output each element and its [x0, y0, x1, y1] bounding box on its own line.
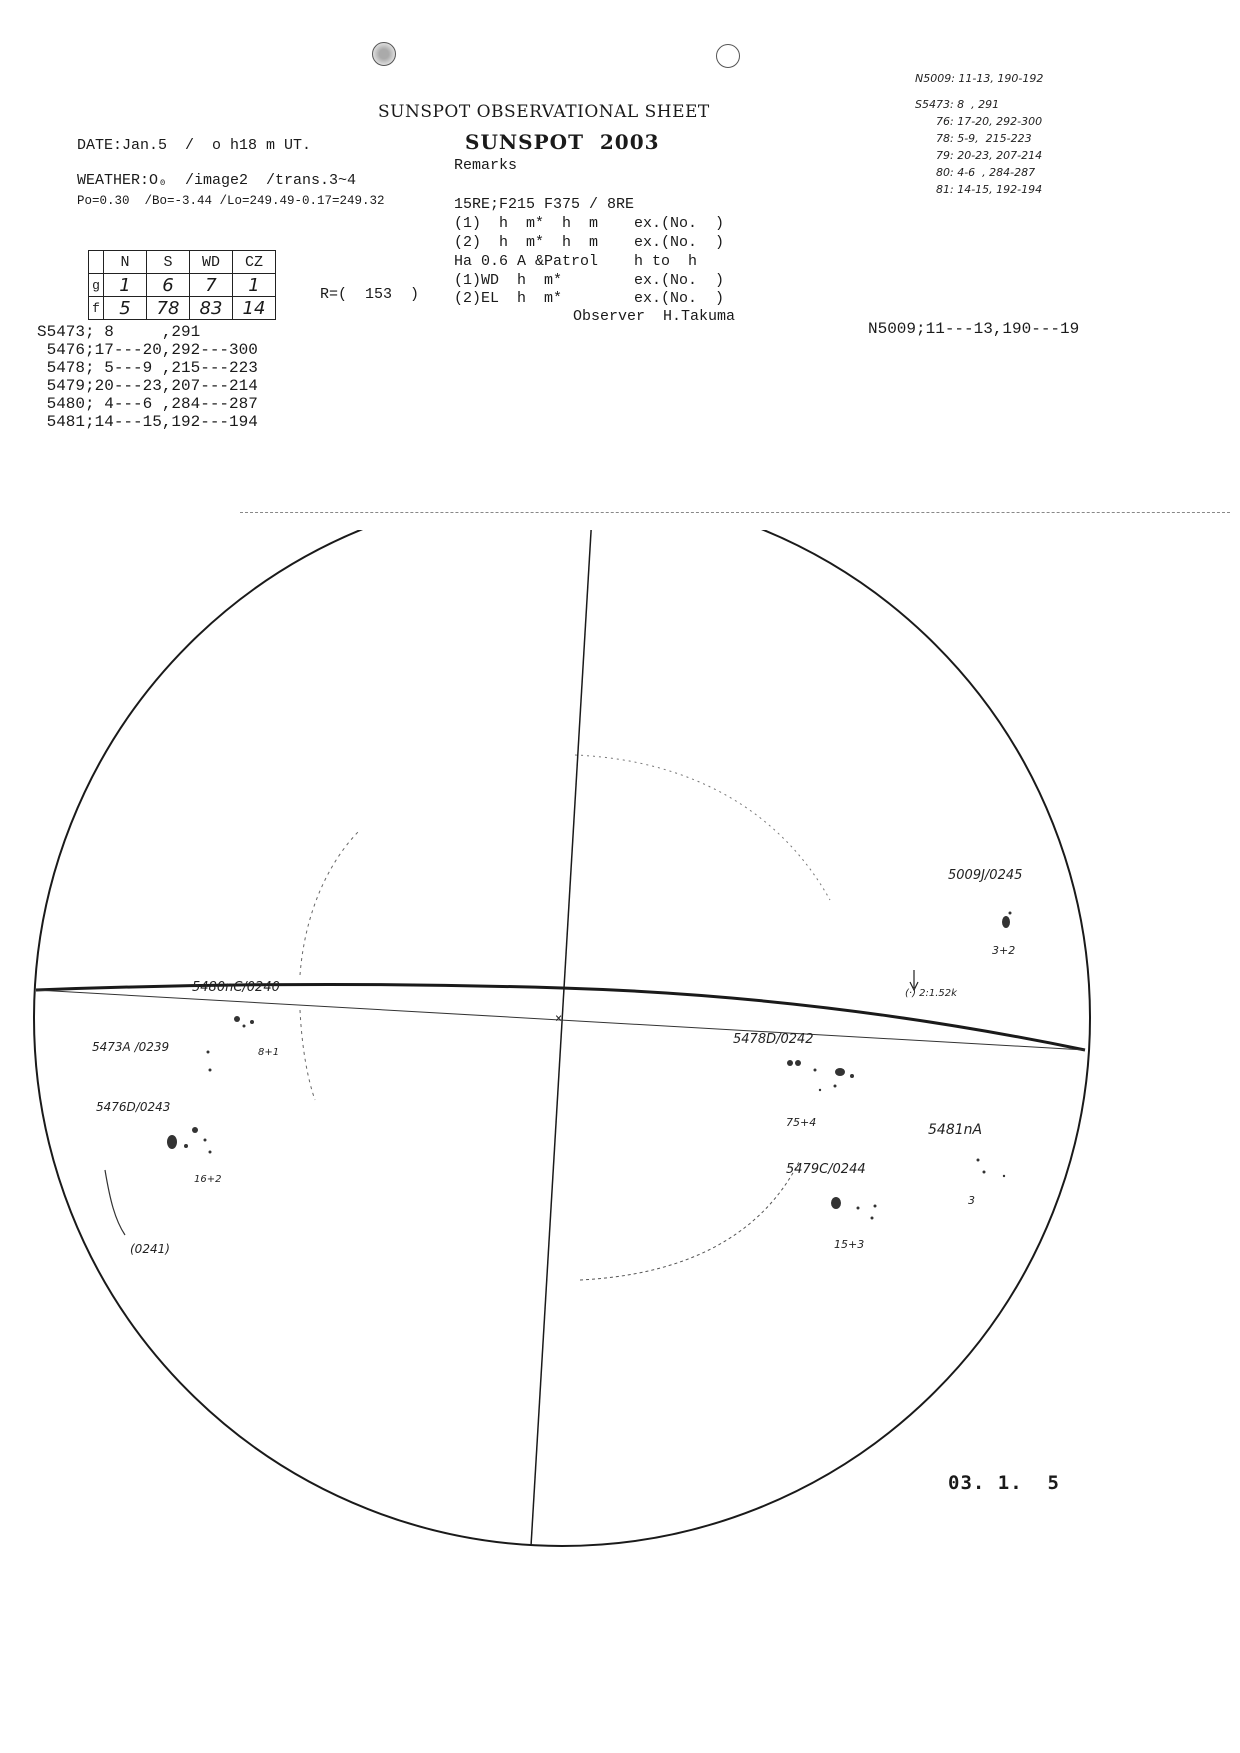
spot-group-5473 [207, 1051, 212, 1072]
latitude-arc-lower [580, 1160, 800, 1280]
f-cz: 14 [233, 297, 276, 320]
latitude-arc-left-bottom [105, 1170, 125, 1235]
r-value: R=( 153 ) [320, 286, 420, 303]
header-cz: CZ [233, 251, 276, 274]
range-line: 5476;17---20,292---300 [37, 341, 258, 359]
count-5480: 8+1 [258, 1047, 280, 1058]
arrow-note: (·) 2:1.52k [905, 988, 957, 999]
solar-disk-drawing [0, 530, 1240, 1753]
latitude-arc-upper [575, 755, 830, 900]
date-line: DATE:Jan.5 / o h18 m UT. [77, 137, 312, 154]
orientation-line: Po=0.30 /Bo=-3.44 /Lo=249.49-0.17=249.32 [77, 194, 385, 208]
latitude-arc-left-lower [300, 1010, 315, 1100]
spot-group-5009 [1002, 912, 1012, 929]
hand-note: 80: 4-6 , 284-287 [936, 166, 1036, 179]
remarks-label: Remarks [454, 157, 518, 174]
remarks-line-4: Ha 0.6 A &Patrol h to h [454, 253, 698, 270]
solar-disk-outline [34, 530, 1090, 1546]
hand-note: 78: 5-9, 215-223 [936, 132, 1032, 145]
range-line-north: N5009;11---13,190---19 [868, 320, 1080, 338]
sheet-title: SUNSPOT OBSERVATIONAL SHEET [378, 102, 710, 122]
hand-note: 81: 14-15, 192-194 [936, 183, 1043, 196]
remarks-line-6: (2)EL h m* ex.(No. ) [454, 290, 725, 307]
separator-line [240, 512, 1230, 513]
spot-group-5481 [977, 1159, 1006, 1178]
g-wd: 7 [190, 274, 233, 297]
g-cz: 1 [233, 274, 276, 297]
range-line: 5481;14---15,192---194 [37, 413, 258, 431]
label-5479: 5479C/0244 [786, 1162, 866, 1177]
f-s: 78 [147, 297, 190, 320]
header-wd: WD [190, 251, 233, 274]
hand-note: N5009: 11-13, 190-192 [915, 72, 1044, 85]
label-5481: 5481nA [928, 1122, 983, 1138]
count-5009: 3+2 [992, 944, 1016, 957]
observer-line: Observer H.Takuma [573, 308, 736, 325]
range-line: S5473; 8 ,291 [37, 323, 201, 341]
spot-group-5480 [234, 1016, 254, 1028]
punch-hole-left [372, 42, 396, 66]
label-5473: 5473A /0239 [92, 1040, 170, 1054]
range-line: 5479;20---23,207---214 [37, 377, 258, 395]
weather-line: WEATHER:O₀ /image2 /trans.3~4 [77, 172, 357, 189]
count-5476: 16+2 [194, 1174, 222, 1185]
label-5476: 5476D/0243 [96, 1100, 171, 1114]
g-n: 1 [104, 274, 147, 297]
disk-center-mark: × [555, 1011, 563, 1025]
count-5479: 15+3 [834, 1238, 865, 1251]
label-5480: 5480nC/0240 [192, 980, 280, 995]
punch-hole-right [716, 44, 740, 68]
spot-group-5476 [167, 1127, 212, 1154]
label-5478: 5478D/0242 [733, 1032, 814, 1047]
count-5478: 75+4 [786, 1116, 817, 1129]
remarks-line-5: (1)WD h m* ex.(No. ) [454, 272, 725, 289]
label-5009: 5009J/0245 [948, 868, 1023, 883]
count-5481: 3 [968, 1194, 975, 1207]
remarks-line-1: 15RE;F215 F375 / 8RE [454, 196, 635, 213]
range-line: 5478; 5---9 ,215---223 [37, 359, 258, 377]
header-s: S [147, 251, 190, 274]
counts-table [88, 250, 276, 320]
range-line: 5480; 4---6 ,284---287 [37, 395, 258, 413]
g-s: 6 [147, 274, 190, 297]
year-label: SUNSPOT 2003 [465, 130, 660, 154]
label-old-region: (0241) [130, 1242, 170, 1256]
table-row [89, 274, 276, 297]
table-row [89, 297, 276, 320]
header-n: N [104, 251, 147, 274]
date-stamp: 03. 1. 5 [948, 1472, 1060, 1494]
table-corner [89, 251, 104, 274]
remarks-line-3: (2) h m* h m ex.(No. ) [454, 234, 725, 251]
central-meridian [531, 530, 593, 1546]
remarks-line-2: (1) h m* h m ex.(No. ) [454, 215, 725, 232]
row-label-f: f [89, 297, 104, 320]
table-header-row [89, 251, 276, 274]
latitude-arc-left [300, 830, 360, 975]
hand-note: S5473: 8 , 291 [915, 98, 1000, 111]
spot-group-5478 [787, 1060, 854, 1091]
hand-note: 76: 17-20, 292-300 [936, 115, 1043, 128]
row-label-g: g [89, 274, 104, 297]
f-wd: 83 [190, 297, 233, 320]
f-n: 5 [104, 297, 147, 320]
hand-note: 79: 20-23, 207-214 [936, 149, 1043, 162]
spot-group-5479 [831, 1197, 877, 1220]
